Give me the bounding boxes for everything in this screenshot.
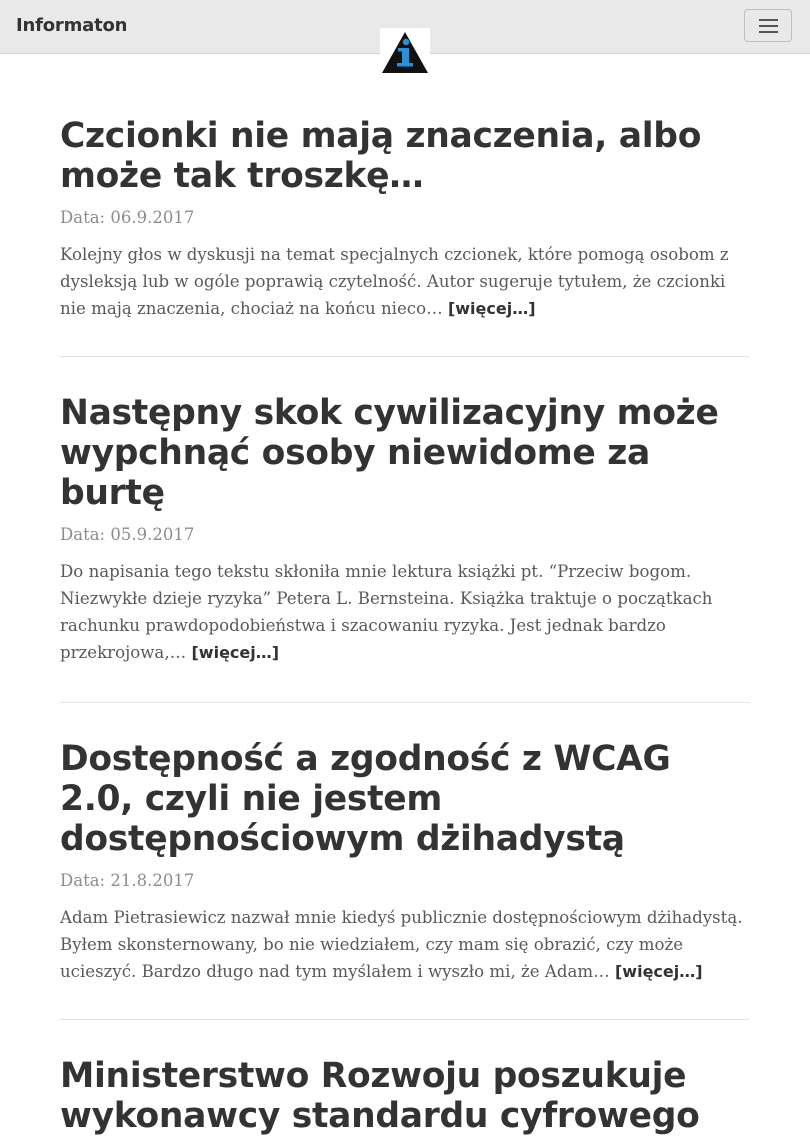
brand-link[interactable]: Informaton [16,15,128,36]
post-title-link[interactable]: Następny skok cywilizacyjny może wypchnąć osoby niewidome za burtę [60,393,719,513]
post-excerpt-text: Adam Pietrasiewicz nazwał mnie kiedyś publicznie dostępnościowym dżihadystą. Byłem skonsternowany, bo nie wiedziałem, czy mam się obrazić, czy może ucieszyć. Bardzo długo nad tym myślałem i wyszło mi, że Adam… [60,908,743,981]
post-excerpt [60,904,750,985]
post-date: Data: 05.9.2017 [60,525,195,544]
read-more-link[interactable]: [więcej…] [191,643,280,662]
hamburger-menu-icon-line [759,31,778,33]
post-item [60,1056,750,1136]
post-title [60,116,750,196]
read-more-link[interactable]: [więcej…] [614,962,703,981]
post-date: Data: 21.8.2017 [60,871,195,890]
hamburger-menu-icon [759,19,778,21]
post-excerpt-text: Kolejny głos w dyskusji na temat specjalnych czcionek, które pomogą osobom z dysleksją lub w ogóle poprawią czytelność. Autor sugeruje tytułem, że czcionki nie mają znaczenia, chociaż na końcu nieco… [60,245,729,318]
post-title [60,1056,750,1136]
post-excerpt-text: Do napisania tego tekstu skłoniła mnie lektura książki pt. “Przeciw bogom. Niezwykłe dzieje ryzyka” Petera L. Bernsteina. Książka traktuje o początkach rachunku prawdopodobieństwa i szacowaniu ryzyka. Jest jednak bardzo przekrojowa,… [60,562,713,662]
post-date: Data: 06.9.2017 [60,208,195,227]
post-item [60,739,750,1020]
post-item [60,393,750,703]
post-title [60,393,750,513]
post-excerpt [60,241,750,322]
post-title-link[interactable]: Ministerstwo Rozwoju poszukuje wykonawcy standardu cyfrowego [60,1056,700,1136]
post-divider [60,1019,750,1020]
info-triangle-logo-icon[interactable] [380,28,430,74]
post-divider [60,356,750,357]
post-title-link[interactable]: Dostępność a zgodność z WCAG 2.0, czyli nie jestem dostępnościowym dżihadystą [60,739,671,859]
post-excerpt [60,558,750,666]
post-title [60,739,750,859]
post-item [60,116,750,357]
navbar [0,0,810,54]
post-divider [60,702,750,703]
post-title-link[interactable]: Czcionki nie mają znaczenia, albo może tak troszkę… [60,116,702,196]
hamburger-menu-icon-line [759,25,778,27]
post-list [60,116,750,1136]
menu-toggle-button[interactable] [744,9,792,42]
read-more-link[interactable]: [więcej…] [447,299,536,318]
